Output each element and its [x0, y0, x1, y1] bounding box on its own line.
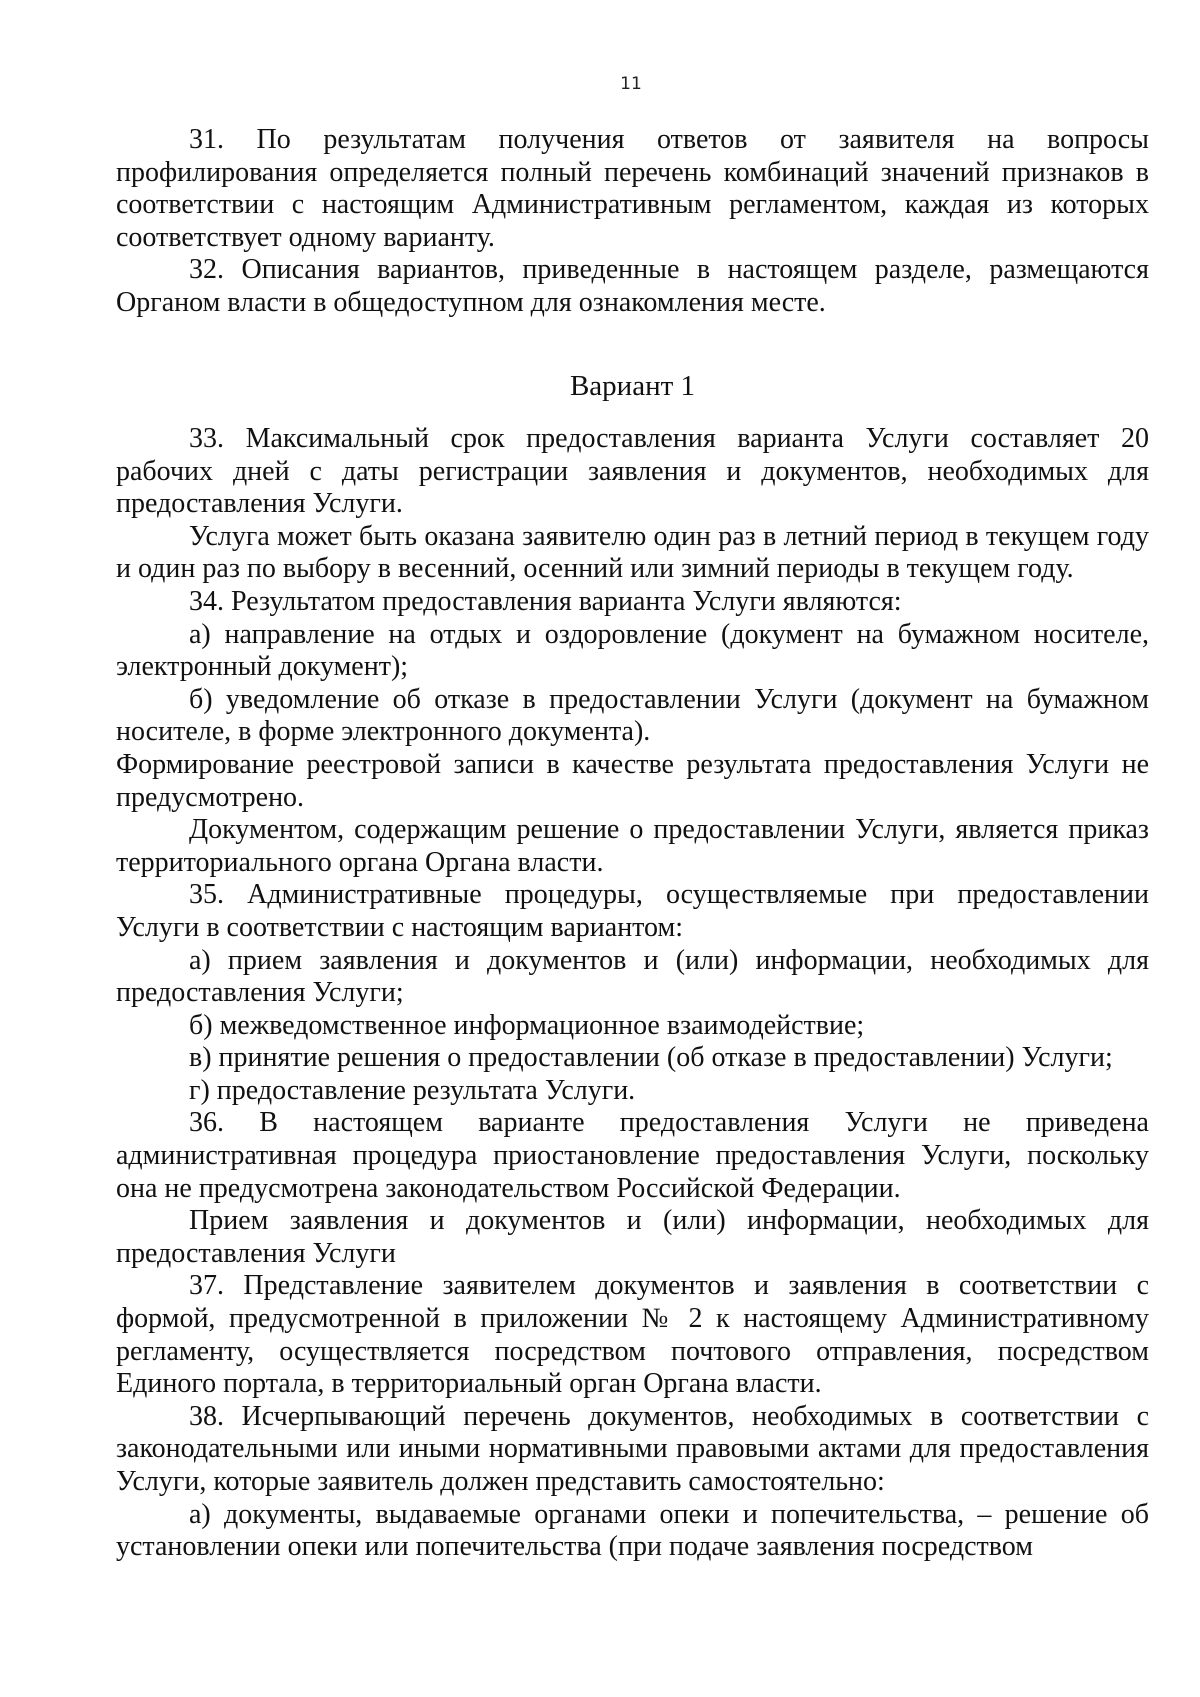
paragraph-38-a: а) документы, выдаваемые органами опеки и попечительства, – решение об установлении опеки или попечительства (при подаче заявления посредством [116, 1498, 1149, 1563]
paragraph-36: 36. В настоящем варианте предоставления Услуги не приведена административная процедура приостановление предоставления Услуги, поскольку она не предусмотрена законодательством Российской Федерации. [116, 1107, 1149, 1204]
paragraph-31: 31. По результатам получения ответов от заявителя на вопросы профилирования определяется полный перечень комбинаций значений признаков в соответствии с настоящим Административным регламентом, каждая из которых соответствует одному варианту. [116, 124, 1149, 253]
section-heading: Вариант 1 [569, 370, 696, 402]
paragraph-35-c: в) принятие решения о предоставлении (об отказе в предоставлении) Услуги; [189, 1042, 1113, 1074]
paragraph-34-b: б) уведомление об отказе в предоставлении Услуги (документ на бумажном носителе, в форме электронного документа). [116, 683, 1149, 748]
paragraph-35-a: а) прием заявления и документов и (или) информации, необходимых для предоставления Услуги; [116, 944, 1149, 1009]
page-number: 11 [620, 74, 642, 94]
paragraph-registry-note: Формирование реестровой записи в качестве результата предоставления Услуги не предусмотрено. [116, 748, 1149, 813]
paragraph-34: 34. Результатом предоставления варианта Услуги являются: [189, 585, 902, 617]
text-block-variant-1 [116, 423, 1149, 1564]
paragraph-35: 35. Административные процедуры, осуществляемые при предоставлении Услуги в соответствии с настоящим вариантом: [116, 879, 1149, 943]
paragraph-decision-document: Документом, содержащим решение о предоставлении Услуги, является приказ территориального органа Органа власти. [116, 814, 1149, 878]
paragraph-34-a: а) направление на отдых и оздоровление (документ на бумажном носителе, электронный документ); [116, 618, 1149, 683]
paragraph-33-note: Услуга может быть оказана заявителю один раз в летний период в текущем году и один раз по выбору в весенний, осенний или зимний периоды в текущем году. [116, 520, 1149, 585]
paragraph-35-d: г) предоставление результата Услуги. [189, 1074, 636, 1106]
paragraph-32: 32. Описания вариантов, приведенные в настоящем разделе, размещаются Органом власти в общедоступном для ознакомления месте. [116, 254, 1149, 318]
subsection-title: Прием заявления и документов и (или) информации, необходимых для предоставления Услуги [116, 1205, 1149, 1269]
paragraph-38: 38. Исчерпывающий перечень документов, необходимых в соответствии с законодательными или иными нормативными правовыми актами для предоставления Услуги, которые заявитель должен представить самостоятельно: [116, 1400, 1149, 1497]
text-block-intro [116, 124, 1149, 320]
paragraph-37: 37. Представление заявителем документов и заявления в соответствии с формой, предусмотренной в приложении № 2 к настоящему Административному регламенту, осуществляется посредством почтового отправления, посредством Единого портала, в территориальный орган Органа власти. [116, 1270, 1149, 1400]
paragraph-33: 33. Максимальный срок предоставления варианта Услуги составляет 20 рабочих дней с даты регистрации заявления и документов, необходимых для предоставления Услуги. [116, 423, 1149, 520]
paragraph-35-b: б) межведомственное информационное взаимодействие; [189, 1009, 865, 1041]
